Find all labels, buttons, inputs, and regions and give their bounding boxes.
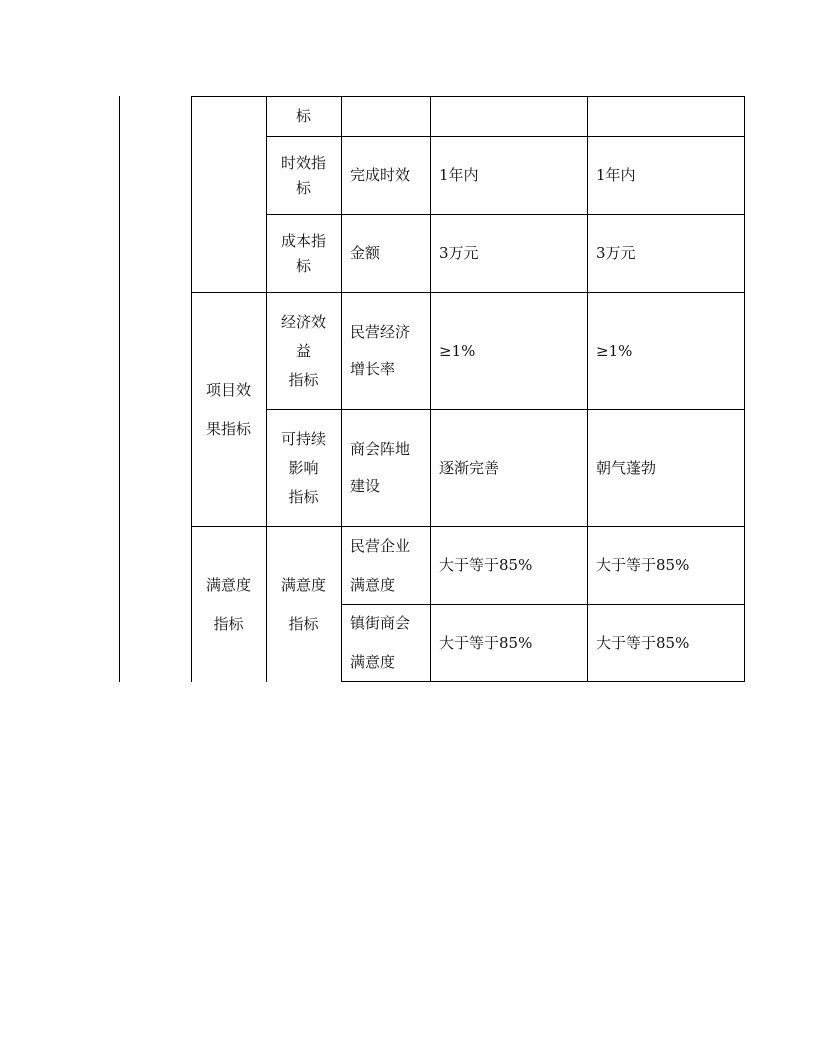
target-value: ≥1% — [439, 341, 476, 360]
indicator-cell-private-enterprise — [350, 527, 430, 604]
actual-cell-private-enterprise — [596, 527, 744, 604]
level3-text: 标 — [295, 178, 311, 197]
actual-value: 1年内 — [596, 166, 636, 184]
target-value: 逐渐完善 — [439, 458, 500, 477]
target-cell-sustainable — [439, 410, 587, 526]
actual-cell-cost — [596, 215, 744, 292]
table-col-divider-3 — [341, 96, 342, 682]
level3-cell-timeliness — [266, 137, 341, 214]
level3-text: 指标 — [288, 487, 319, 506]
level3-cell-satisfaction — [266, 527, 341, 682]
level3-cell-economic — [266, 293, 341, 409]
actual-value: 朝气蓬勃 — [596, 458, 657, 477]
level3-cell-cost — [266, 215, 341, 292]
indicator-cell-cost — [350, 215, 430, 292]
level3-text: 经济效 — [280, 312, 326, 331]
indicator-text: 建设 — [350, 477, 381, 495]
level3-text: 影响 — [288, 458, 319, 477]
indicator-text: 民营企业 — [350, 536, 411, 555]
level3-text: 时效指 — [280, 153, 326, 172]
table-col-divider-5 — [587, 96, 588, 682]
level2-text: 满意度 — [205, 575, 251, 594]
table-border-bottom — [341, 681, 745, 682]
indicator-text: 满意度 — [350, 575, 396, 594]
actual-cell-street-chamber — [596, 605, 744, 681]
target-value: 大于等于85% — [439, 633, 533, 652]
target-cell-private-enterprise — [439, 527, 587, 604]
target-cell-cost — [439, 215, 587, 292]
level3-cell-row0 — [266, 97, 341, 136]
actual-value: 3万元 — [596, 244, 636, 262]
indicator-text: 满意度 — [350, 653, 396, 671]
indicator-cell-sustainable — [350, 410, 430, 526]
level3-text: 指标 — [288, 370, 319, 389]
indicator-text: 金额 — [350, 244, 381, 262]
target-value: 3万元 — [439, 244, 479, 262]
actual-cell-timeliness — [596, 137, 744, 214]
actual-cell-sustainable — [596, 410, 744, 526]
indicator-text: 镇街商会 — [350, 614, 411, 632]
indicator-cell-street-chamber — [350, 605, 430, 681]
indicator-cell-economic — [350, 293, 430, 409]
target-cell-economic — [439, 293, 587, 409]
level3-text: 标 — [295, 107, 311, 125]
actual-value: 大于等于85% — [596, 633, 690, 652]
table-col-divider-4 — [430, 96, 431, 682]
level3-text: 标 — [295, 256, 311, 275]
level3-text: 可持续 — [280, 429, 326, 448]
target-value: 1年内 — [439, 166, 479, 184]
actual-value: ≥1% — [596, 341, 633, 360]
indicator-text: 增长率 — [350, 360, 396, 378]
indicator-text: 完成时效 — [350, 166, 411, 184]
actual-cell-economic — [596, 293, 744, 409]
level3-text: 成本指 — [280, 231, 326, 250]
level2-text: 项目效 — [205, 380, 251, 399]
level2-cell-satisfaction — [191, 527, 266, 682]
table-border-left — [119, 96, 120, 682]
level3-text: 满意度 — [280, 575, 326, 594]
table-border-right — [744, 96, 745, 682]
target-cell-timeliness — [439, 137, 587, 214]
actual-value: 大于等于85% — [596, 556, 690, 574]
level3-text: 指标 — [288, 614, 319, 633]
level3-cell-sustainable — [266, 410, 341, 526]
indicator-cell-timeliness — [350, 137, 430, 214]
level2-text: 果指标 — [205, 419, 251, 438]
target-cell-street-chamber — [439, 605, 587, 681]
indicator-text: 商会阵地 — [350, 440, 411, 458]
level2-cell-project-effect — [191, 293, 266, 526]
level3-text: 益 — [295, 341, 311, 360]
target-value: 大于等于85% — [439, 556, 533, 574]
indicator-text: 民营经济 — [350, 323, 411, 341]
level2-text: 指标 — [213, 614, 244, 633]
